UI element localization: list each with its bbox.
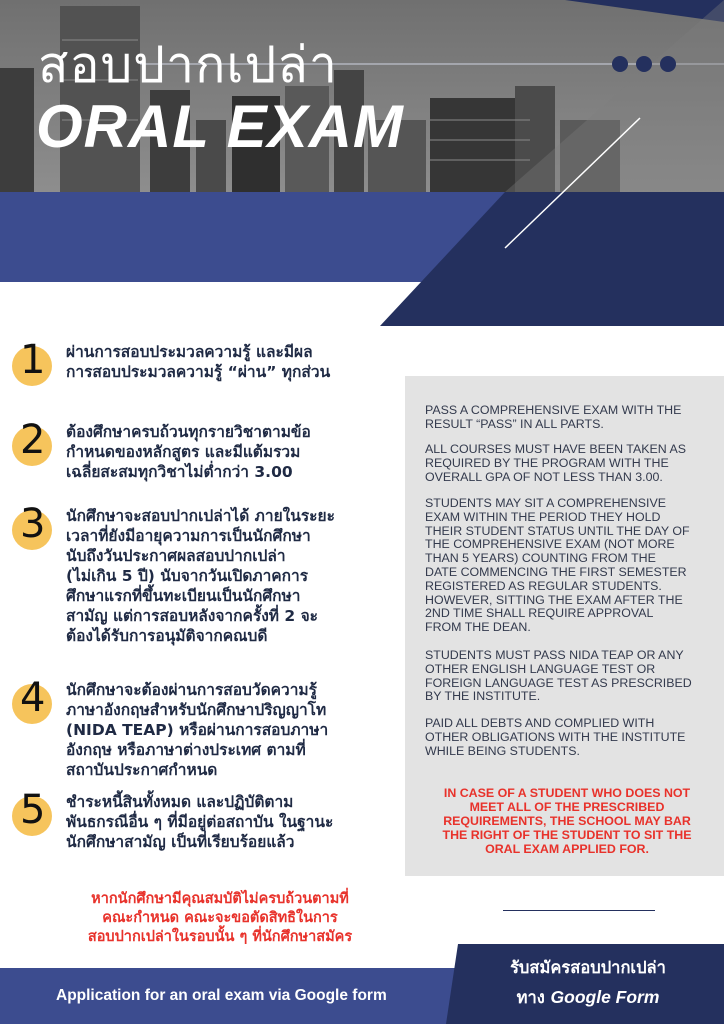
english-requirement-4: STUDENTS MUST PASS NIDA TEAP OR ANY OTHER ENGLISH LANGUAGE TEST OR FOREIGN LANGUAGE TEST AS PRESCRIBED BY THE INSTITUTE. <box>425 648 692 704</box>
cta-line-2[interactable]: ทาง Google Form <box>516 987 660 1007</box>
requirement-text: ต้องศึกษาครบถ้วนทุกรายวิชาตามข้อ กำหนดของหลักสูตร และมีแต้มรวม เฉลี่ยสะสมทุกวิชาไม่ต่ำกว่า 3.00 <box>66 423 311 481</box>
decorative-dots <box>612 56 676 72</box>
requirement-text: นักศึกษาจะต้องผ่านการสอบวัดความรู้ ภาษาอังกฤษสำหรับนักศึกษาปริญญาโท (NIDA TEAP) หรือผ่านการสอบภาษา อังกฤษ หรือภาษาต่างประเทศ ตามที่ สถาบันประกาศกำหนด <box>66 681 329 779</box>
english-requirement-3: STUDENTS MAY SIT A COMPREHENSIVE EXAM WITHIN THE PERIOD THEY HOLD THEIR STUDENT STATUS UNTIL THE DAY OF THE COMPREHENSIVE EXAM (NOT MORE THAN 5 YEARS) COUNTING FROM THE DATE COMMENCING THE FIRST SEMESTER REGISTERED AS REGULAR STUDENTS. HOWEVER, SITTING THE EXAM AFTER THE 2ND TIME SHALL REQUIRE APPROVAL FROM THE DEAN. <box>425 496 690 635</box>
requirement-text: ผ่านการสอบประมวลความรู้ และมีผล การสอบประมวลความรู้ “ผ่าน” ทุกส่วน <box>66 343 331 381</box>
requirement-text: ชำระหนี้สินทั้งหมด และปฏิบัติตาม พันธกรณีอื่น ๆ ที่มีอยู่ต่อสถาบัน ในฐานะ นักศึกษาสามัญ เป็นที่เรียบร้อยแล้ว <box>66 793 334 851</box>
cta-line-1[interactable]: รับสมัครสอบปากเปล่า <box>510 958 666 977</box>
english-requirement-2: ALL COURSES MUST HAVE BEEN TAKEN AS REQUIRED BY THE PROGRAM WITH THE OVERALL GPA OF NOT LESS THAN 3.00. <box>425 442 686 484</box>
warning-english: IN CASE OF A STUDENT WHO DOES NOT MEET ALL OF THE PRESCRIBED REQUIREMENTS, THE SCHOOL MAY BAR THE RIGHT OF THE STUDENT TO SIT THE ORAL EXAM APPLIED FOR. <box>442 786 692 856</box>
application-link[interactable]: Application for an oral exam via Google form <box>56 987 387 1004</box>
divider <box>503 910 655 911</box>
dot-icon <box>660 56 676 72</box>
number-badge: 5 <box>12 796 52 836</box>
number-badge: 3 <box>12 510 52 550</box>
warning-thai: หากนักศึกษามีคุณสมบัติไม่ครบถ้วนตามที่ คณะกำหนด คณะจะขอตัดสิทธิในการ สอบปากเปล่าในรอบนั้น ๆ ที่นักศึกษาสมัคร <box>87 891 353 945</box>
number-badge: 1 <box>12 346 52 386</box>
english-requirement-1: PASS A COMPREHENSIVE EXAM WITH THE RESULT “PASS” IN ALL PARTS. <box>425 403 682 431</box>
dot-icon <box>612 56 628 72</box>
number-badge: 4 <box>12 684 52 724</box>
english-requirement-5: PAID ALL DEBTS AND COMPLIED WITH OTHER OBLIGATIONS WITH THE INSTITUTE WHILE BEING STUDENTS. <box>425 716 686 758</box>
number-badge: 2 <box>12 426 52 466</box>
title-english: ORAL EXAM <box>36 93 404 160</box>
title-thai: สอบปากเปล่า <box>38 36 338 94</box>
requirement-text: นักศึกษาจะสอบปากเปล่าได้ ภายในระยะ เวลาที่ยังมีอายุความการเป็นนักศึกษา นับถึงวันประกาศผลสอบปากเปล่า (ไม่เกิน 5 ปี) นับจากวันเปิดภาคการ ศึกษาแรกที่ขึ้นทะเบียนเป็นนักศึกษา สามัญ แต่การสอบหลังจากครั้งที่ 2 จะ ต้องได้รับการอนุมัติจากคณบดี <box>66 507 335 645</box>
dot-icon <box>636 56 652 72</box>
